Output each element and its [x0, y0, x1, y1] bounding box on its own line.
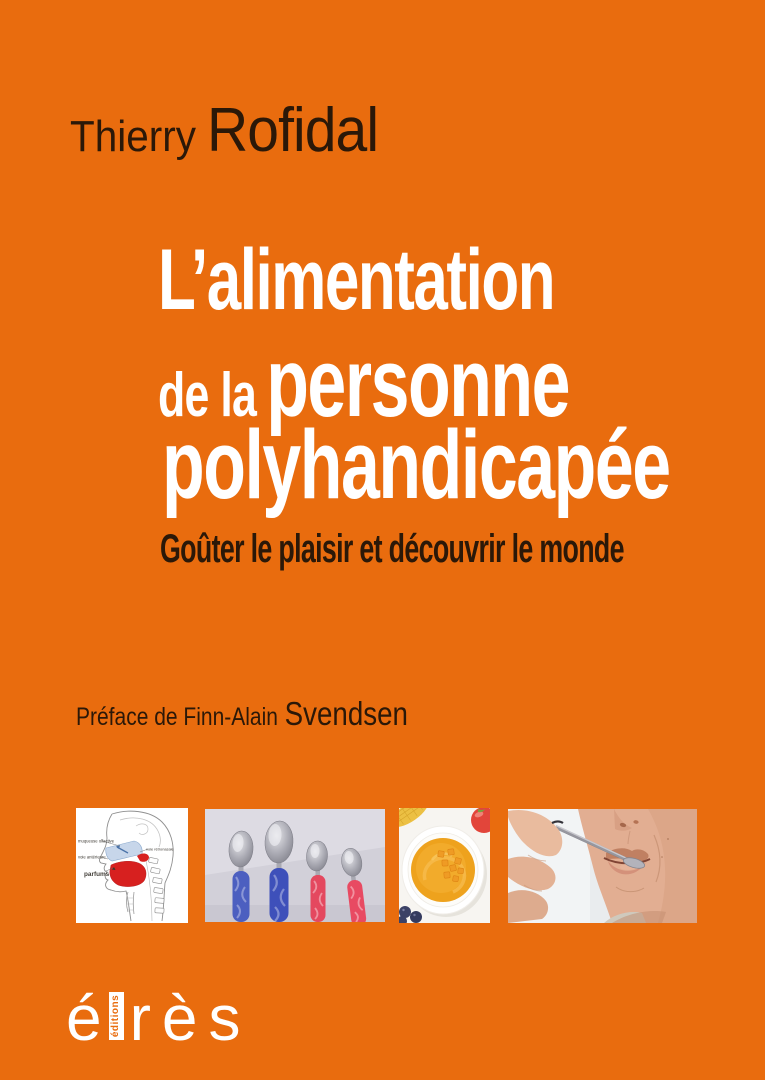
author-name — [70, 96, 379, 165]
title-line-2-large: personne — [266, 328, 570, 437]
anatomy-label-anterior: voie antérieure — [78, 854, 106, 860]
subtitle: Goûter le plaisir et découvrir le monde — [160, 527, 624, 571]
anatomy-label-parfums: parfums — [84, 871, 110, 878]
anatomy-label-mucosa: muqueuse olfactive — [78, 838, 115, 844]
publisher-logo-letters: rès — [129, 982, 252, 1054]
title-line-1: L’alimentation — [158, 232, 555, 328]
publisher-logo-letter: é — [66, 982, 104, 1054]
publisher-editions-label: éditions — [110, 994, 122, 1038]
feeding-photo — [508, 809, 697, 923]
title-line-3: polyhandicapée — [162, 410, 670, 519]
soup-photo — [399, 808, 490, 923]
anatomy-diagram-image — [76, 808, 188, 923]
author-first-name: Thierry — [70, 112, 196, 161]
title-line-2-small: de la — [158, 361, 257, 430]
preface-author: Svendsen — [284, 695, 408, 732]
author-last-name: Rofidal — [206, 96, 379, 165]
anatomy-label-retronasal: voie rétronasale — [146, 846, 174, 852]
preface-prefix: Préface de Finn-Alain — [76, 703, 278, 731]
spoons-photo — [205, 809, 385, 922]
preface-credit — [76, 697, 408, 730]
publisher-editions-bar — [109, 992, 124, 1040]
publisher-logo — [66, 982, 252, 1054]
